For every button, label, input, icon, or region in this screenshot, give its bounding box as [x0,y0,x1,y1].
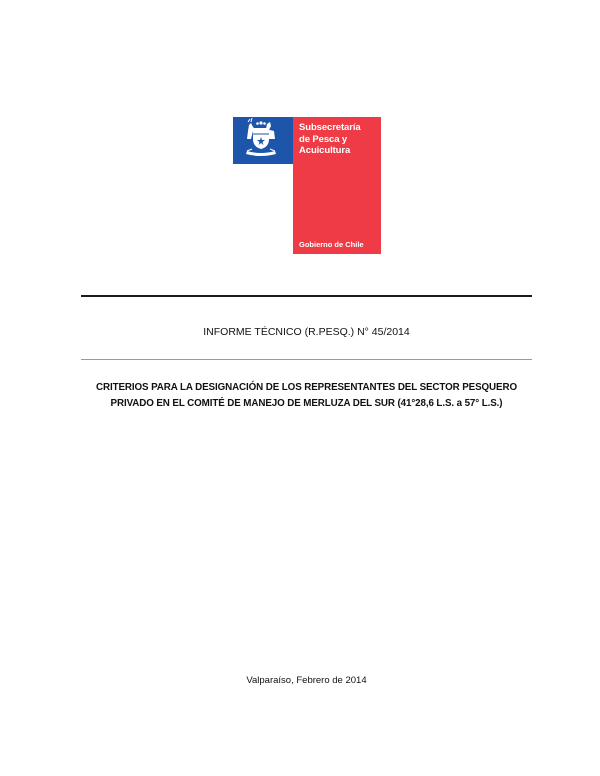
government-logo [233,117,381,254]
middle-divider [81,359,532,360]
logo-white-block [233,164,293,254]
coat-of-arms-icon [233,117,293,164]
report-number: INFORME TÉCNICO (R.PESQ.) N° 45/2014 [203,326,410,338]
logo-red-block [293,117,381,254]
report-title [81,380,532,412]
organization-name-line: Subsecretaría [299,122,361,133]
report-title-line: PRIVADO EN EL COMITÉ DE MANEJO DE MERLUZA DEL SUR (41°28,6 L.S. a 57° L.S.) [110,398,503,409]
place-and-date: Valparaíso, Febrero de 2014 [246,675,367,686]
organization-name-line: Acuicultura [299,145,351,156]
organization-name-line: de Pesca y [299,133,348,145]
government-name: Gobierno de Chile [299,240,364,249]
organization-name [299,122,383,157]
logo-blue-block [233,117,293,164]
top-divider [81,295,532,297]
report-title-line: CRITERIOS PARA LA DESIGNACIÓN DE LOS REPRESENTANTES DEL SECTOR PESQUERO [96,382,517,393]
logo-left-column [233,117,293,254]
